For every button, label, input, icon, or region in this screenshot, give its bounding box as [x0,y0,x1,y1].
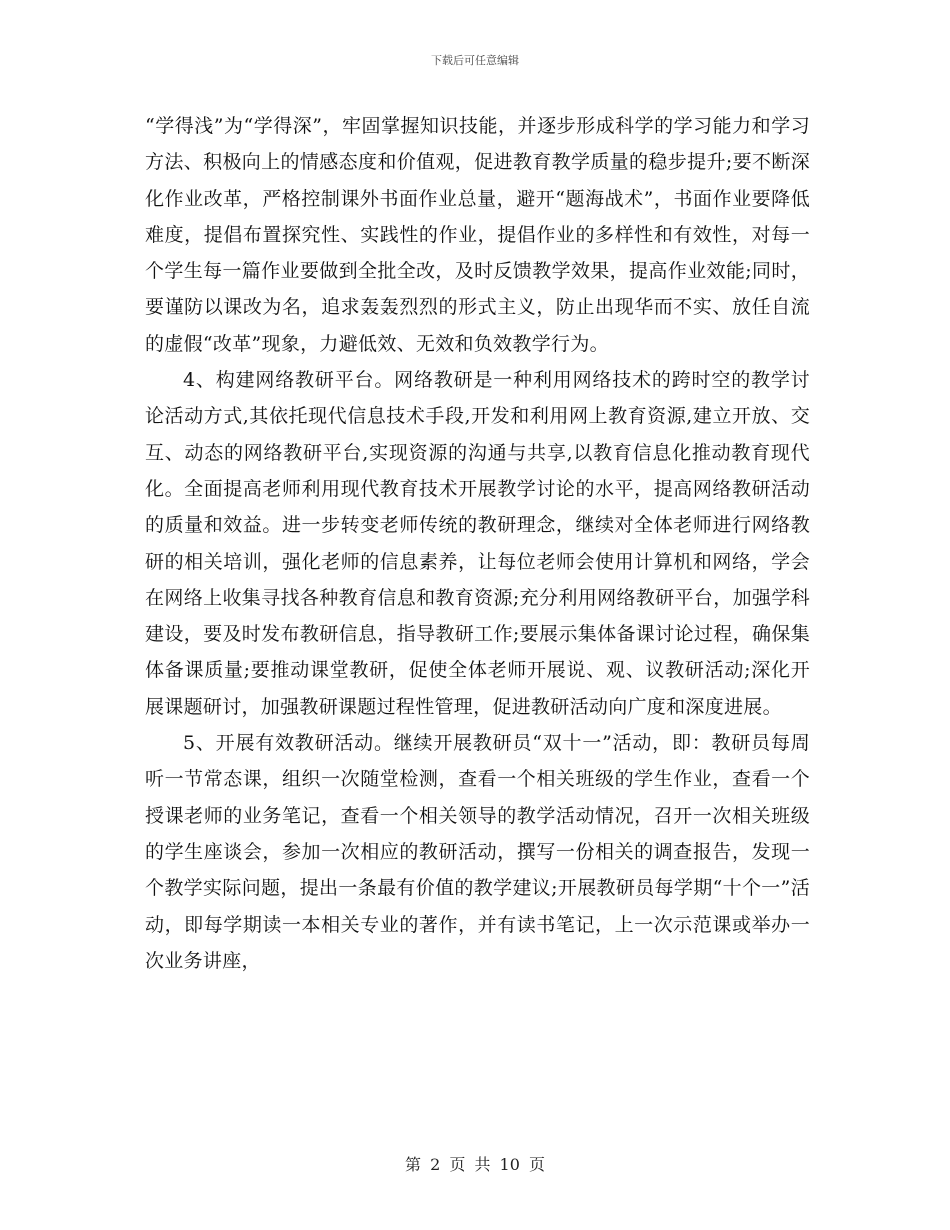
paragraph-effective-teaching-research: 5、开展有效教研活动。继续开展教研员“双十一”活动，即：教研员每周听一节常态课，组织一次随堂检测，查看一个相关班级的学生作业，查看一个授课老师的业务笔记，查看一个相关领导的教学活动情况，召开一次相关班级的学生座谈会，参加一次相应的教研活动，撰写一份相关的调查报告，发现一个教学实际问题，提出一条最有价值的教学建议;开展教研员每学期“十个一”活动，即每学期读一本相关专业的著作，并有读书笔记，上一次示范课或举办一次业务讲座， [145,732,810,972]
paragraph-network-teaching-research: 4、构建网络教研平台。网络教研是一种利用网络技术的跨时空的教学讨论活动方式,其依托现代信息技术手段,开发和利用网上教育资源,建立开放、交互、动态的网络教研平台,实现资源的沟通与共享,以教育信息化推动教育现代化。全面提高老师利用现代教育技术开展教学讨论的水平，提高网络教研活动的质量和效益。进一步转变老师传统的教研理念，继续对全体老师进行网络教研的相关培训，强化老师的信息素养，让每位老师会使用计算机和网络，学会在网络上收集寻找各种教育信息和教育资源;充分利用网络教研平台，加强学科建设，要及时发布教研信息，指导教研工作;要展示集体备课讨论过程，确保集体备课质量;要推动课堂教研，促使全体老师开展说、观、议教研活动;深化开展课题研讨，加强教研课题过程性管理，促进教研活动向广度和深度进展。 [145,369,810,718]
paragraph-continuation: “学得浅”为“学得深”，牢固掌握知识技能，并逐步形成科学的学习能力和学习方法、积极向上的情感态度和价值观，促进教育教学质量的稳步提升;要不断深化作业改革，严格控制课外书面作业总量，避开“题海战术”，书面作业要降低难度，提倡布置探究性、实践性的作业，提倡作业的多样性和有效性，对每一个学生每一篇作业要做到全批全改，及时反馈教学效果，提高作业效能;同时，要谨防以课改为名，追求轰轰烈烈的形式主义，防止出现华而不实、放任自流的虚假“改革”现象，力避低效、无效和负效教学行为。 [145,115,810,355]
page-number-footer: 第 2 页 共 10 页 [405,1155,545,1174]
page-header: 下载后可任意编辑 [431,54,519,67]
document-body [145,108,810,979]
